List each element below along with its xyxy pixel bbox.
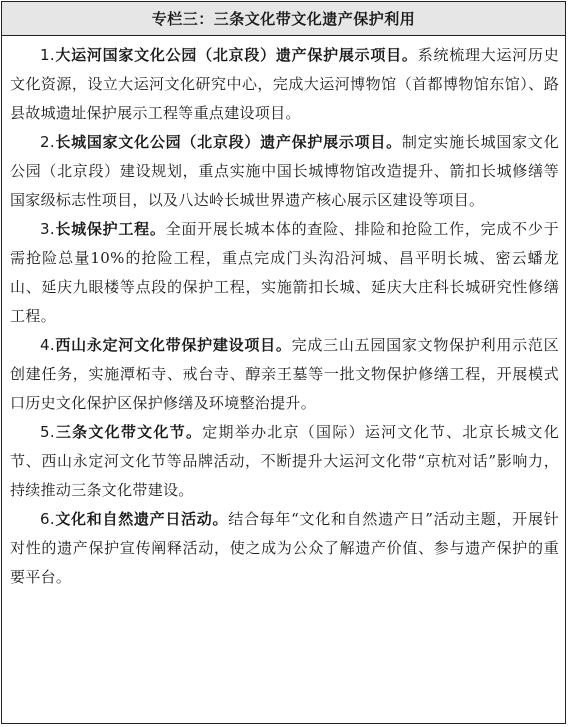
item-heading: 文化和自然遗产日活动。 xyxy=(54,510,229,528)
item-5 xyxy=(10,418,559,505)
item-body: 结合每年“文化和自然遗产日”活动主题，开展针对性的遗产保护宣传阐释活动，使之成为公众了解遗产价值、参与遗产保护的重要平台。 xyxy=(10,510,559,586)
item-number: 1. xyxy=(40,46,55,64)
item-heading: 三条文化带文化节。 xyxy=(54,423,203,441)
item-2 xyxy=(10,128,559,215)
item-4 xyxy=(10,331,559,418)
column-content xyxy=(2,36,565,592)
item-body: 定期举办北京（国际）运河文化节、北京长城文化节、西山永定河文化节等品牌活动，不断提升大运河文化带“京杭对话”影响力，持续推动三条文化带建设。 xyxy=(10,423,560,499)
item-number: 5. xyxy=(40,423,55,441)
item-body: 系统梳理大运河历史文化资源，设立大运河文化研究中心，完成大运河博物馆（首都博物馆东馆）、路县故城遗址保护展示工程等重点建设项目。 xyxy=(10,46,560,122)
item-body: 制定实施长城国家文化公园（北京段）建设规划，重点实施中国长城博物馆改造提升、箭扣长城修缮等国家级标志性项目，以及八达岭长城世界遗产核心展示区建设等项目。 xyxy=(10,133,559,209)
item-6 xyxy=(10,505,559,592)
item-body: 完成三山五园国家文物保护利用示范区创建任务，实施潭柘寺、戒台寺、醇亲王墓等一批文物保护修缮工程，开展模式口历史文化保护区保护修缮及环境整治提升。 xyxy=(10,336,559,412)
item-number: 6. xyxy=(40,510,55,528)
item-3 xyxy=(10,215,559,331)
item-heading: 大运河国家文化公园（北京段）遗产保护展示项目。 xyxy=(54,46,418,64)
item-heading: 西山永定河文化带保护建设项目。 xyxy=(54,336,292,354)
item-number: 4. xyxy=(40,336,55,354)
item-1 xyxy=(10,41,559,128)
column-title-row xyxy=(2,2,565,36)
column-title: 专栏三：三条文化带文化遗产保护利用 xyxy=(151,10,416,28)
item-number: 2. xyxy=(40,133,55,151)
item-heading: 长城保护工程。 xyxy=(54,220,166,238)
item-number: 3. xyxy=(40,220,55,238)
item-heading: 长城国家文化公园（北京段）遗产保护展示项目。 xyxy=(54,133,402,151)
column-box xyxy=(1,1,566,724)
item-body: 全面开展长城本体的查险、排险和抢险工作，完成不少于需抢险总量10%的抢险工程，重点完成门头沟沿河城、昌平明长城、密云蟠龙山、延庆九眼楼等点段的保护工程，实施箭扣长城、延庆大庄科长城研究性修缮工程。 xyxy=(10,220,559,325)
